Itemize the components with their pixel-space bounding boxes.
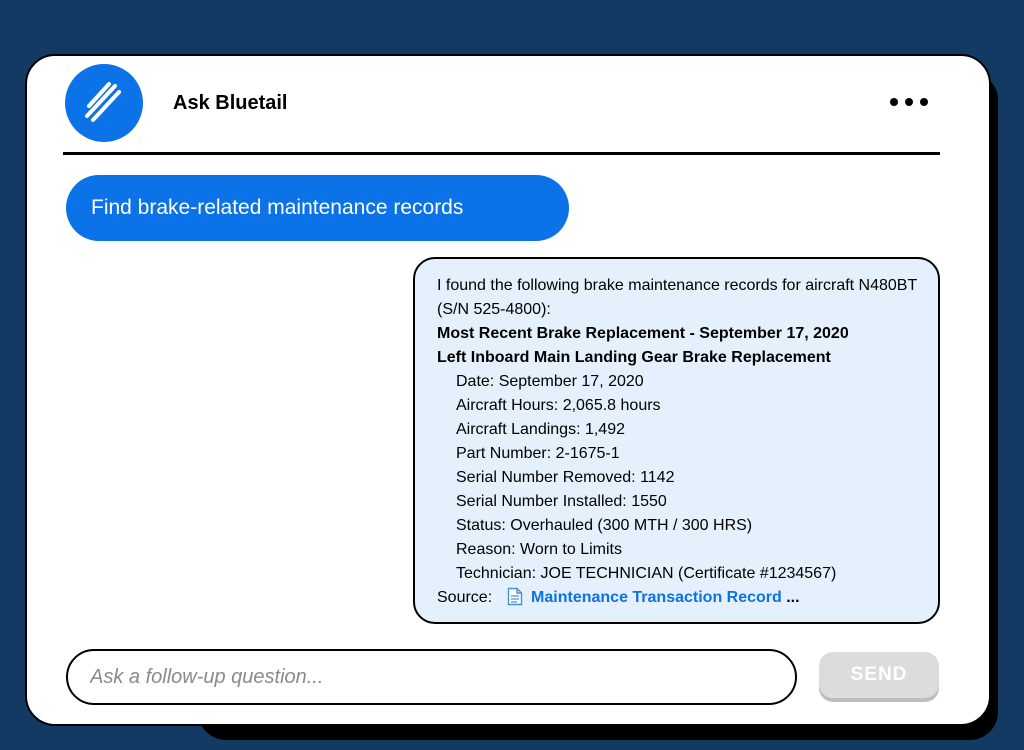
detail-technician: Technician: JOE TECHNICIAN (Certificate #1234567) [456,565,837,582]
double-slash-logo-icon [65,64,143,142]
send-button[interactable]: SEND [819,652,939,698]
record-subheading: Left Inboard Main Landing Gear Brake Replacement [437,349,831,366]
detail-serial-removed: Serial Number Removed: 1142 [456,469,675,486]
source-label: Source: [437,589,493,606]
assistant-intro: I found the following brake maintenance records for aircraft N480BT (S/N 525-4800): [437,277,917,318]
record-heading: Most Recent Brake Replacement - September 17, 2020 [437,325,849,342]
detail-status: Status: Overhauled (300 MTH / 300 HRS) [456,517,753,534]
header-divider [63,152,940,155]
more-horizontal-icon [890,98,898,106]
detail-reason: Reason: Worn to Limits [456,541,622,558]
source-line [437,586,918,614]
document-icon [507,587,523,614]
more-horizontal-icon [920,98,928,106]
more-horizontal-icon [905,98,913,106]
chat-window [25,54,991,726]
detail-part-number: Part Number: 2-1675-1 [456,445,620,462]
detail-date: Date: September 17, 2020 [456,373,644,390]
detail-serial-installed: Serial Number Installed: 1550 [456,493,667,510]
detail-aircraft-hours: Aircraft Hours: 2,065.8 hours [456,397,661,414]
source-link[interactable]: Maintenance Transaction Record [531,589,782,606]
app-title: Ask Bluetail [173,92,288,114]
follow-up-input[interactable] [66,649,797,705]
detail-aircraft-landings: Aircraft Landings: 1,492 [456,421,625,438]
source-more: ... [786,589,800,606]
more-options-button[interactable] [883,86,935,118]
user-message-bubble: Find brake-related maintenance records [66,175,569,241]
assistant-message-bubble [413,257,940,624]
